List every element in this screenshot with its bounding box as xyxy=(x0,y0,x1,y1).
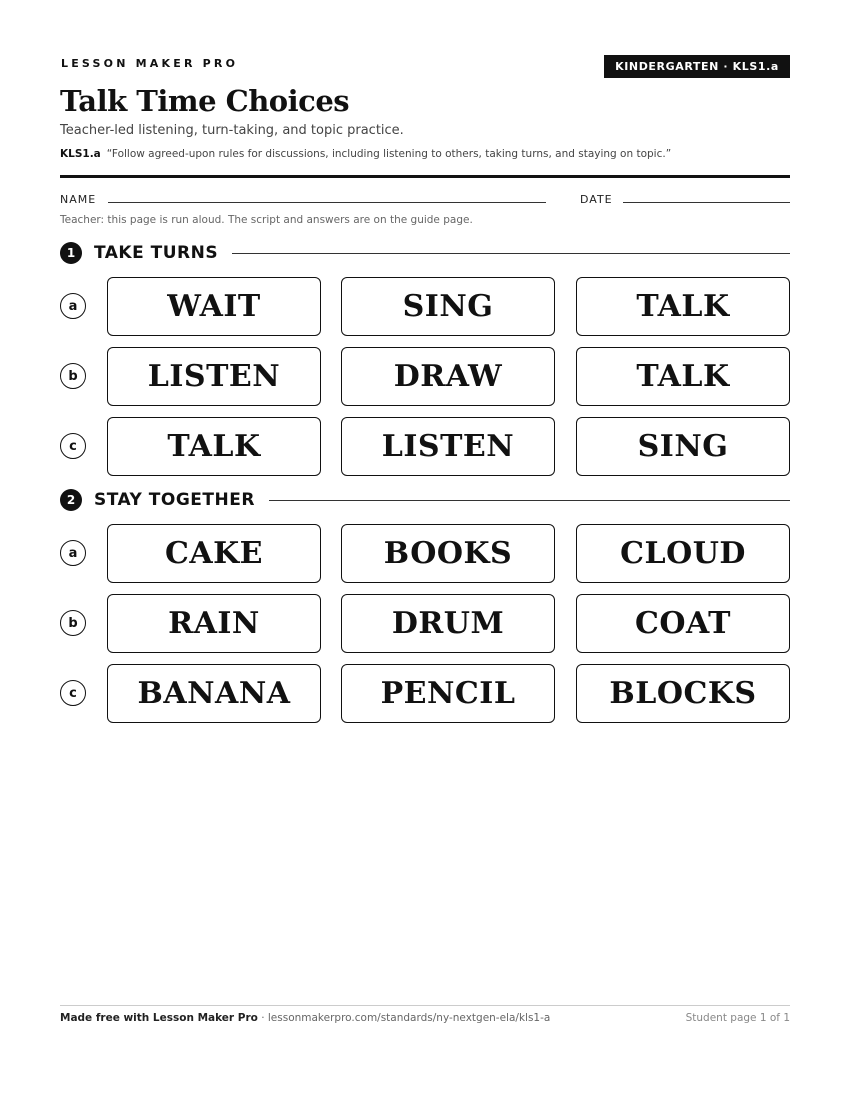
date-label: DATE xyxy=(580,193,613,206)
word-card[interactable]: BLOCKS xyxy=(576,664,790,723)
standard-text: “Follow agreed-upon rules for discussions, including listening to others, taking turns, and staying on topic.” xyxy=(106,148,672,160)
question-row xyxy=(60,524,790,584)
question-row xyxy=(60,277,790,337)
teacher-note: Teacher: this page is run aloud. The script and answers are on the guide page. xyxy=(60,214,473,226)
standard-code: KLS1.a xyxy=(60,148,101,160)
section-number: 2 xyxy=(60,489,82,511)
word-card[interactable]: PENCIL xyxy=(341,664,555,723)
word-card[interactable]: LISTEN xyxy=(341,417,555,476)
name-label: NAME xyxy=(60,193,97,206)
word-card[interactable]: RAIN xyxy=(107,594,321,653)
section-title: TAKE TURNS xyxy=(94,243,219,263)
word-card[interactable]: SING xyxy=(341,277,555,336)
row-letter: c xyxy=(60,680,86,706)
word-card[interactable]: CLOUD xyxy=(576,524,790,583)
date-field[interactable] xyxy=(623,202,790,203)
word-card[interactable]: TALK xyxy=(576,277,790,336)
word-card[interactable]: BOOKS xyxy=(341,524,555,583)
question-row xyxy=(60,594,790,654)
page-subtitle: Teacher-led listening, turn-taking, and topic practice. xyxy=(60,123,404,138)
section-rule xyxy=(232,253,790,254)
footer-url[interactable]: lessonmakerpro.com/standards/ny-nextgen-ela/kls1-a xyxy=(267,1012,551,1024)
word-card[interactable]: SING xyxy=(576,417,790,476)
word-card[interactable]: DRUM xyxy=(341,594,555,653)
question-row xyxy=(60,417,790,477)
word-card[interactable]: WAIT xyxy=(107,277,321,336)
question-row xyxy=(60,347,790,407)
section-take-turns xyxy=(60,242,790,264)
section-stay-together xyxy=(60,489,790,511)
grade-badge: KINDERGARTEN · KLS1.a xyxy=(604,55,790,78)
brand-name: LESSON MAKER PRO xyxy=(61,57,239,70)
header-divider xyxy=(60,175,790,178)
word-card[interactable]: BANANA xyxy=(107,664,321,723)
word-card[interactable]: LISTEN xyxy=(107,347,321,406)
word-card[interactable]: CAKE xyxy=(107,524,321,583)
row-letter: c xyxy=(60,433,86,459)
row-letter: b xyxy=(60,363,86,389)
question-row xyxy=(60,664,790,724)
word-card[interactable]: TALK xyxy=(576,347,790,406)
row-letter: a xyxy=(60,293,86,319)
row-letter: b xyxy=(60,610,86,636)
footer-divider xyxy=(60,1005,790,1006)
section-rule xyxy=(269,500,790,501)
page-title: Talk Time Choices xyxy=(60,84,350,118)
section-number: 1 xyxy=(60,242,82,264)
footer-credit xyxy=(60,1012,550,1024)
standard-line xyxy=(60,148,671,160)
footer-made-with: Made free with Lesson Maker Pro xyxy=(60,1012,258,1024)
word-card[interactable]: COAT xyxy=(576,594,790,653)
footer-separator: · xyxy=(257,1012,268,1024)
section-title: STAY TOGETHER xyxy=(94,490,255,510)
word-card[interactable]: TALK xyxy=(107,417,321,476)
word-card[interactable]: DRAW xyxy=(341,347,555,406)
name-field[interactable] xyxy=(108,202,546,203)
footer-page-number: Student page 1 of 1 xyxy=(685,1012,790,1024)
row-letter: a xyxy=(60,540,86,566)
